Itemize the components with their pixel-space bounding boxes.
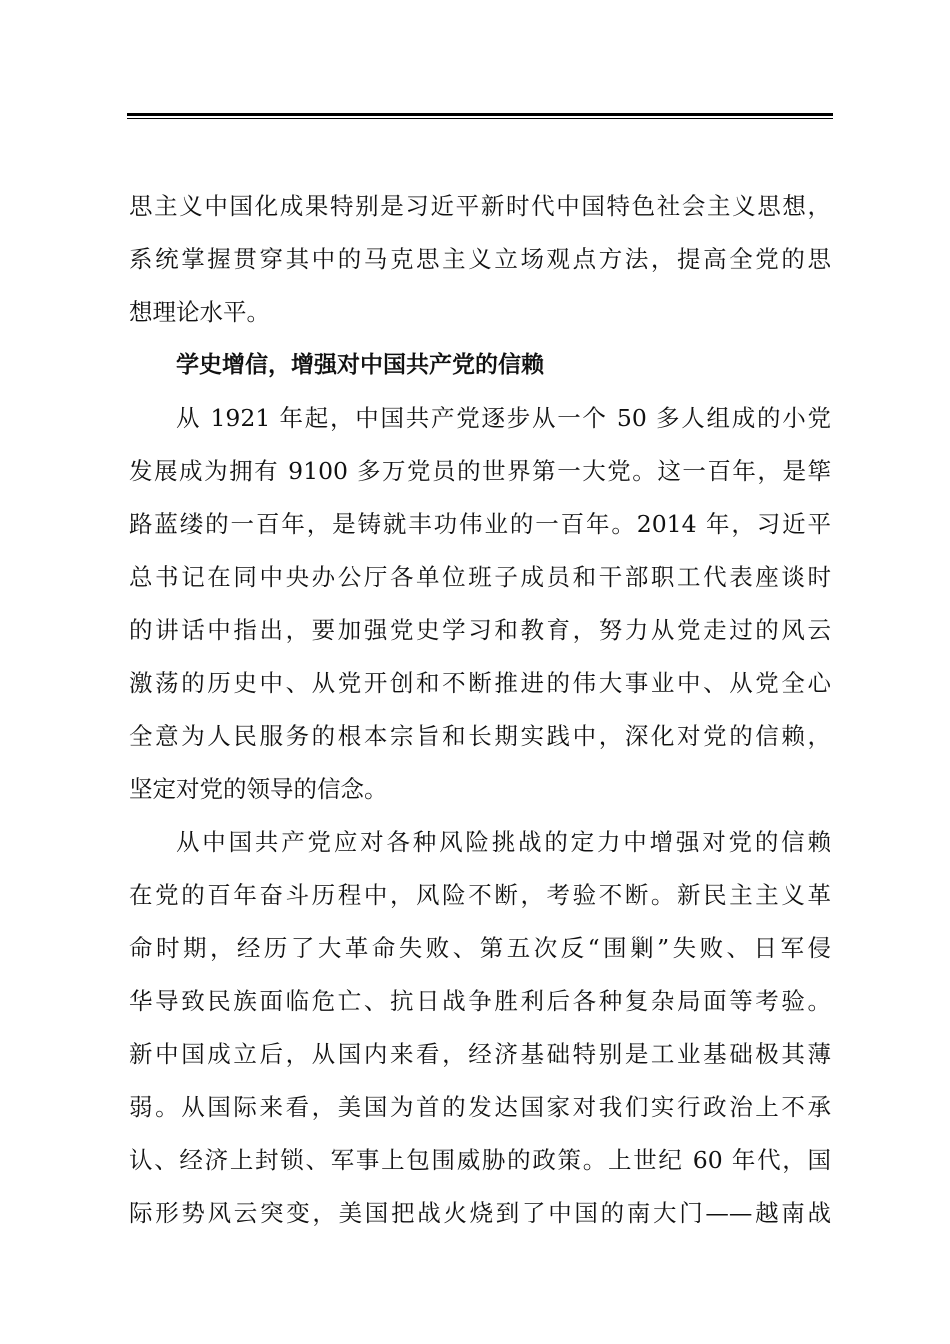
paragraph-2 — [129, 392, 831, 816]
text-line: 认、经济上封锁、军事上包围威胁的政策。上世纪 60 年代，国 — [129, 1146, 831, 1174]
text-line: 总书记在同中央办公厅各单位班子成员和干部职工代表座谈时 — [129, 563, 831, 591]
header-rule-thin — [127, 118, 833, 119]
text-line: 从 1921 年起，中国共产党逐步从一个 50 多人组成的小党 — [176, 404, 831, 432]
header-double-rule — [127, 113, 833, 120]
section-heading: 学史增信，增强对中国共产党的信赖 — [176, 352, 544, 378]
text-line: 华导致民族面临危亡、抗日战争胜利后各种复杂局面等考验。 — [129, 987, 831, 1015]
text-line: 新中国成立后，从国内来看，经济基础特别是工业基础极其薄 — [129, 1040, 831, 1068]
header-rule-thick — [127, 113, 833, 116]
text-line: 坚定对党的领导的信念。 — [129, 775, 388, 803]
text-line: 在党的百年奋斗历程中，风险不断，考验不断。新民主主义革 — [129, 881, 831, 909]
paragraph-3 — [129, 816, 831, 1240]
text-line: 从中国共产党应对各种风险挑战的定力中增强对党的信赖 — [176, 828, 831, 856]
text-line: 命时期，经历了大革命失败、第五次反“围剿”失败、日军侵 — [129, 934, 831, 962]
text-line: 弱。从国际来看，美国为首的发达国家对我们实行政治上不承 — [129, 1093, 831, 1121]
text-line: 的讲话中指出，要加强党史学习和教育，努力从党走过的风云 — [129, 616, 831, 644]
text-line: 全意为人民服务的根本宗旨和长期实践中，深化对党的信赖， — [129, 722, 831, 750]
text-line: 系统掌握贯穿其中的马克思主义立场观点方法，提高全党的思 — [129, 245, 831, 273]
text-line: 路蓝缕的一百年，是铸就丰功伟业的一百年。2014 年，习近平 — [129, 510, 831, 538]
document-body — [129, 180, 831, 1240]
text-line: 想理论水平。 — [129, 298, 270, 326]
text-line: 际形势风云突变，美国把战火烧到了中国的南大门——越南战 — [129, 1199, 831, 1227]
text-line: 发展成为拥有 9100 多万党员的世界第一大党。这一百年，是筚 — [129, 457, 831, 485]
text-line: 思主义中国化成果特别是习近平新时代中国特色社会主义思想， — [129, 192, 831, 220]
paragraph-1 — [129, 180, 831, 339]
text-line: 激荡的历史中、从党开创和不断推进的伟大事业中、从党全心 — [129, 669, 831, 697]
